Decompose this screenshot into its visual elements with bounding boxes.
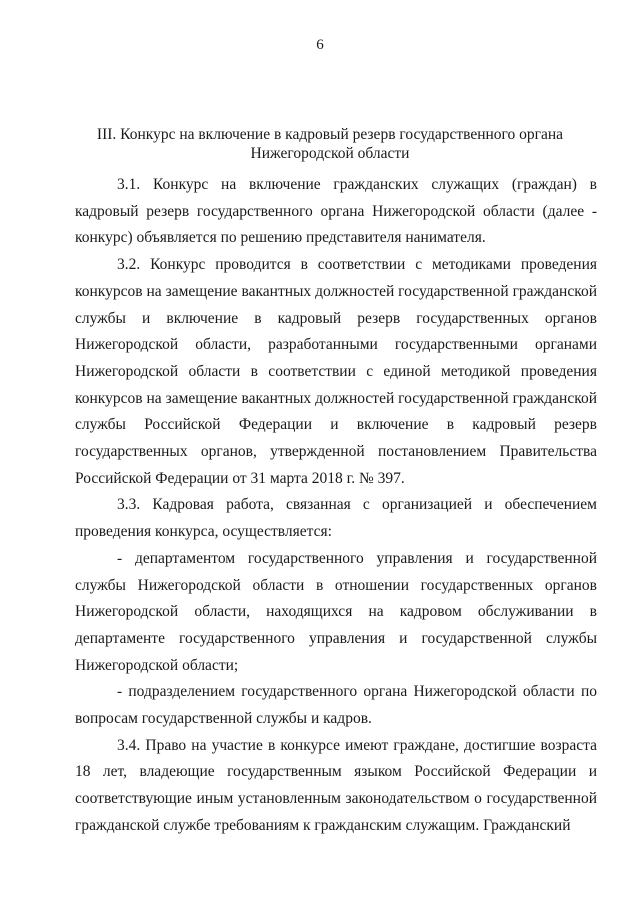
section-title: III. Конкурс на включение в кадровый резерв государственного органа Нижегородской области: [96, 126, 564, 162]
paragraph-3-3: 3.3. Кадровая работа, связанная с организацией и обеспечением проведения конкурса, осуществляется:: [75, 496, 597, 541]
paragraph-3-2: 3.2. Конкурс проводится в соответствии с методиками проведения конкурсов на замещение вакантных должностей государственной гражданской службы и включение в кадровый резерв государственных органов Нижегородской области, разработанными государственными органами Нижегородской области в соответствии с единой методикой проведения конкурсов на замещение вакантных должностей государственной гражданской службы Российской Федерации и включение в кадровый резерв государственных органов, утвержденной постановлением Правительства Российской Федерации от 31 марта 2018 г. № 397.: [75, 256, 597, 487]
page-number: 6: [316, 37, 324, 53]
list-item-subdivision: - подразделением государственного органа Нижегородской области по вопросам государственной службы и кадров.: [75, 683, 597, 728]
paragraph-3-1: 3.1. Конкурс на включение гражданских служащих (граждан) в кадровый резерв государственного органа Нижегородской области (далее - конкурс) объявляется по решению представителя нанимателя.: [75, 176, 597, 247]
paragraph-3-4: 3.4. Право на участие в конкурсе имеют граждане, достигшие возраста 18 лет, владеющие государственным языком Российской Федерации и соответствующие иным установленным законодательством о государственной гражданской службе требованиям к гражданским служащим. Гражданский: [75, 736, 597, 834]
list-item-department: - департаментом государственного управления и государственной службы Нижегородской области в отношении государственных органов Нижегородской области, находящихся на кадровом обслуживании в департаменте государственного управления и государственной службы Нижегородской области;: [75, 549, 597, 674]
document-body: [75, 172, 597, 840]
